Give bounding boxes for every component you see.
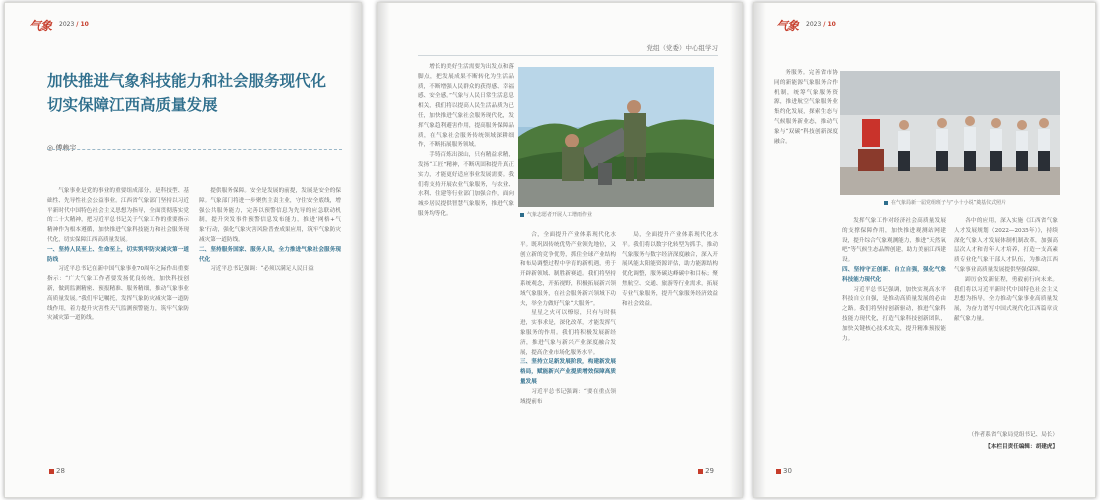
- body-paragraph: 合，全面提升产业体系现代化水平。既巩固传统优势产业领先地位，又创立新的竞争优势，抓住全球产业结构和布局调整过程中孕育的新机遇，勇于开辟新领域、制胜新赛道。我们将坚持系统观念，开拓视野，积极拓展新兴领域气象服务，在社会服务新兴领域下功夫，举全力做好气象“大服务”。: [520, 232, 616, 307]
- page-number-marker: [698, 469, 703, 474]
- photo-illustration: [518, 67, 714, 207]
- article-column-3: [954, 217, 1058, 429]
- page-number-text: 28: [56, 467, 65, 475]
- title-line-1: 加快推进气象科技能力和社会服务现代化: [47, 72, 327, 90]
- magazine-page-30: [753, 2, 1096, 498]
- page-number: [776, 467, 792, 475]
- article-column-1: [418, 63, 514, 243]
- issue-label: [806, 21, 836, 28]
- article-column-1: [47, 187, 189, 459]
- body-paragraph: 各中的应用，深入实施《江西省气象人才发展规划（2022—2035年）》，持续深化气象人才发展体制机制改革，加强高层次人才和青年人才培养，打造一支高素质专业化气象干部人才队伍，为推动江西气象事业高质量发展提供坚强保障。: [954, 218, 1058, 273]
- magazine-page-29: [377, 2, 743, 498]
- photo-caption: [520, 211, 592, 218]
- running-head: 党组（党委）中心组学习: [646, 44, 718, 52]
- title-line-2: 切实保障江西高质量发展: [47, 96, 218, 114]
- body-paragraph: 踔厉奋发新征程，勇毅前行向未来。我们将以习近平新时代中国特色社会主义思想为指导，全力推动气象事业高质量发展，为奋力谱写中国式现代化江西篇章贡献气象力量。: [954, 276, 1058, 322]
- body-paragraph: 习近平总书记在新中国气象事业70周年之际作出重要指示：“广大气象工作者要发扬优良传统，加快科技创新，做到监测精密、预报精准、服务精细，推动气象事业高质量发展。”我们牢记嘱托，发挥气象防灾减灾第一道防线作用，着力提升灾害性天气监测预警能力，筑牢气象防灾减灾第一道防线。: [47, 266, 189, 322]
- caption-marker: [884, 201, 888, 205]
- page-number-marker: [49, 469, 54, 474]
- caption-text: 在气象局新一届党组班子与“小十小说”奠基仪式照片: [891, 200, 1007, 206]
- body-paragraph: 星星之火可以燎原，只有与时俱进，实事求是，深化改革，才能发挥气象服务的作用。我们将积极发展新经济，推进气象与新兴产业深度融合发展，提高企业市场化服务水平。: [520, 310, 616, 356]
- article-column-1-lower: [418, 243, 514, 459]
- article-column-2: [199, 187, 341, 459]
- page-gutter-shadow: [378, 3, 390, 497]
- page-gutter-shadow: [754, 3, 766, 497]
- title-divider: [47, 149, 342, 150]
- issue-year: 2023: [806, 21, 822, 28]
- author-note: （作者系省气象局党组书记、局长）: [968, 432, 1058, 438]
- article-column-1: [774, 69, 838, 245]
- photo-caption: [884, 199, 1006, 206]
- body-paragraph: 习近平总书记强调：“要在重点领域提前布: [520, 388, 616, 405]
- article-column-2: [520, 231, 616, 459]
- section-heading: 一、坚持人民至上、生命至上，切实筑牢防灾减灾第一道防线: [47, 246, 189, 263]
- body-paragraph: 务服务。完善省市协同的新能源气象服务合作机制，统筹气象服务资源，推进航空气象服务业集约化发展，探索生态与气候服务新业态，推动气象与“双碳”科技创新深度融合。: [774, 70, 838, 145]
- page-number: [698, 467, 714, 475]
- body-paragraph: 局，全面提升产业体系现代化水平。我们将以数字化转型为抓手，推动气象服务与数字经济深度融合，深入开展风能太阳能资源评估，助力能源结构优化调整，服务碳达峰碳中和目标；聚焦航空、交通、旅游等行业需求，拓展专业气象服务，提升气象服务经济效益和社会效益。: [622, 232, 718, 307]
- issue-label: [59, 21, 89, 28]
- article-title: [47, 69, 347, 117]
- magazine-logo: 气象: [776, 19, 799, 33]
- caption-text: 气象志愿者开展人工增雨作业: [527, 212, 593, 218]
- header-rule: [418, 55, 718, 56]
- section-heading: 四、坚持守正创新、自立自强，强化气象科技能力现代化: [842, 266, 946, 283]
- page-gutter-shadow: [349, 3, 361, 497]
- page-number-marker: [776, 469, 781, 474]
- body-paragraph: 气象事业是党的事业的重要组成部分，是科技型、基础性、先导性社会公益事业。江西省气象部门坚持以习近平新时代中国特色社会主义思想为指导，全面贯彻落实党的二十大精神，把习近平总书记关于气象工作的重要指示精神作为根本遵循，加快推进气象科技能力和社会服务现代化，切实保障江西高质量发展。: [47, 188, 189, 243]
- photo-illustration: [840, 71, 1060, 195]
- body-paragraph: 习近平总书记强调，加快实现高水平科技自立自强，是推动高质量发展的必由之路。我们将坚持创新驱动，推进气象科技能力现代化，打造气象科技创新团队，加快关键核心技术攻关，提升精准预报能力。: [842, 286, 946, 342]
- section-heading: 二、坚持服务国家、服务人民，全力推进气象社会服务现代化: [199, 246, 341, 263]
- magazine-page-28: [4, 2, 362, 498]
- issue-number: / 10: [823, 21, 836, 28]
- photo-group-event: [840, 71, 1060, 195]
- author-byline: ◎ 傅赖宇: [47, 144, 77, 152]
- issue-year: 2023: [59, 21, 75, 28]
- article-column-3: [622, 231, 718, 459]
- section-heading: 三、坚持立足新发展阶段，构建新发展格局，赋能新兴产业提质增效保障高质量发展: [520, 359, 616, 385]
- body-paragraph: 提供服务保障。安全是发展的前提，发展是安全的保障。气象部门将进一步聚焦主责主业，守住安全底线，增强公共服务能力，完善以预警信息为先导的应急联动机制，提升突发事件预警信息发布能力，推进‘网格+气象’行动，强化气象灾害风险普查成果应用，筑牢气象防灾减灾第一道防线。: [199, 188, 341, 243]
- magazine-logo: 气象: [29, 19, 52, 33]
- article-column-2: [842, 217, 946, 461]
- caption-marker: [520, 213, 524, 217]
- editor-note: 【本栏目责任编辑：胡建虎】: [985, 444, 1058, 450]
- issue-number: / 10: [76, 21, 89, 28]
- body-paragraph: 习近平总书记强调：“必须以满足人民日益: [210, 266, 314, 273]
- page-number-text: 29: [705, 467, 714, 475]
- page-number: [49, 467, 65, 475]
- body-paragraph: 发挥气象工作对经济社会高质量发展的支撑保障作用，加快推进观测站网建设，提升综合气象观测能力，推进“天然氧吧”等气候生态品牌创建，助力美丽江西建设。: [842, 218, 946, 264]
- page-gutter-shadow: [730, 3, 742, 497]
- body-paragraph: 增长的美好生活需要为出发点和落脚点，把发展成果不断转化为生活品质，不断增强人民群众的获得感、幸福感、安全感。”气象与人民日常生活息息相关，我们将以提高人民生活品质为已任，加快推进气象社会服务现代化，发挥气象趋利避害作用，提高服务保障品质，在气象社会服务传统领域深耕细作，不断拓展服务领域。: [418, 64, 514, 149]
- body-paragraph: 手铸百炼出深山，只有精益求精，发扬“工匠”精神，不断巩固和提升真正实力，才能更好适应事业发展需要。我们将支持开展农业气象服务，与农业、水利、住建等行业部门加强合作，面向城乡居民提供智慧气象服务，推进气象服务均等化。: [418, 152, 514, 217]
- page-number-text: 30: [783, 467, 792, 475]
- photo-rocket-launcher: [518, 67, 714, 207]
